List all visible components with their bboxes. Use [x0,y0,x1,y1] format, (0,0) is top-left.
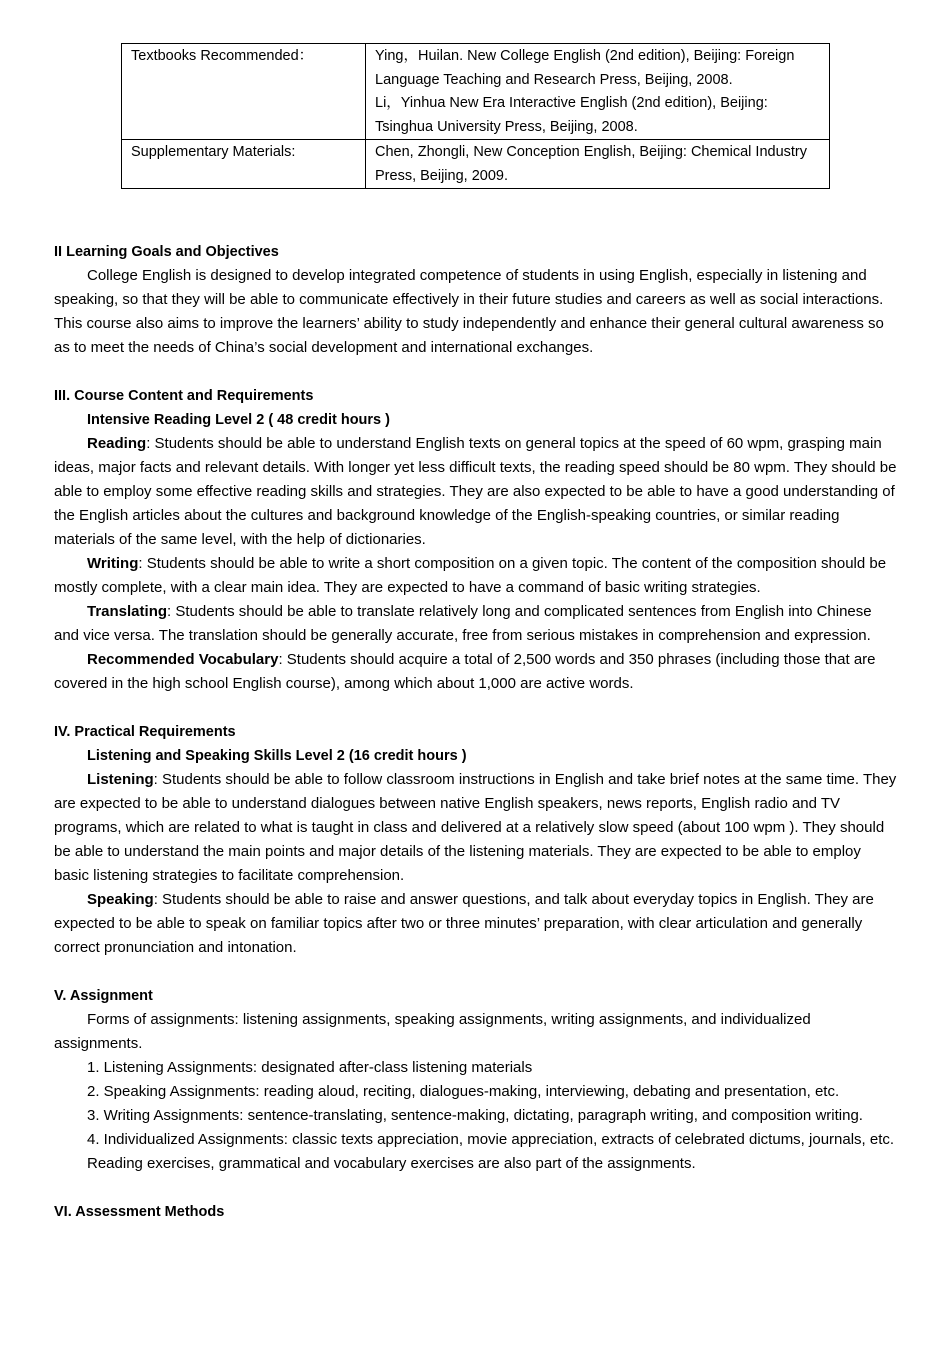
section-title-assignment: V. Assignment [54,988,153,1004]
reading-paragraph [54,432,899,552]
section-title-content: III. Course Content and Requirements [54,388,314,404]
textbook-entry: Ying，Huilan. New College English (2nd edition), Beijing: Foreign Language Teaching and Research Press, Beijing, 2008. [375,48,795,88]
section-title-goals: II Learning Goals and Objectives [54,244,279,260]
assignment-closing: Reading exercises, grammatical and vocabulary exercises are also part of the assignments. [87,1155,696,1172]
materials-table [121,43,830,189]
table-row [122,140,830,189]
writing-label: Writing [87,555,139,572]
section-title-assessment: VI. Assessment Methods [54,1204,225,1220]
listening-label: Listening [87,771,154,788]
listening-text: : Students should be able to follow classroom instructions in English and take brief notes at the same time. They are expected to be able to understand dialogues between native English speakers, news reports, English radio and TV programs, which are related to what is taught in class and delivered at a relatively slow speed (about 100 wpm ). They should be able to understand the main points and major details of the listening materials. They are expected to be able to employ basic listening strategies to facilitate comprehension. [54,771,897,884]
goals-paragraph: College English is designed to develop integrated competence of students in using English, especially in listening and speaking, so that they will be able to communicate effectively in their future studies and careers as well as social interactions. This course also aims to improve the learners’ ability to study independently and enhance their general cultural awareness so as to meet the needs of China’s social development and international exchanges. [54,267,884,356]
writing-paragraph [54,552,899,600]
speaking-text: : Students should be able to raise and answer questions, and talk about everyday topics in English. They are expected to be able to speak on familiar topics after two or three minutes’ preparation, with clear articulation and generally correct pronunciation and intonation. [54,891,874,956]
translating-paragraph [54,600,899,648]
textbooks-label: Textbooks Recommended： [122,44,366,140]
vocabulary-paragraph [54,648,899,696]
subsection-title-listening-level: Listening and Speaking Skills Level 2 (16 credit hours ) [87,748,467,764]
supplementary-value: Chen, Zhongli, New Conception English, Beijing: Chemical Industry Press, Beijing, 2009. [366,140,830,189]
translating-label: Translating [87,603,168,620]
document-body [54,240,899,1224]
list-item: 4. Individualized Assignments: classic texts appreciation, movie appreciation, extracts of celebrated dictums, journals, etc. [87,1131,895,1148]
list-item: 3. Writing Assignments: sentence-translating, sentence-making, dictating, paragraph writing, and composition writing. [87,1107,863,1124]
assignment-intro: Forms of assignments: listening assignments, speaking assignments, writing assignments, and individualized assignments. [54,1011,811,1052]
section-title-practical: IV. Practical Requirements [54,724,236,740]
supplementary-label: Supplementary Materials: [122,140,366,189]
table-row [122,44,830,140]
reading-text: : Students should be able to understand English texts on general topics at the speed of 60 wpm, grasping main ideas, major facts and relevant details. With longer yet less difficult texts, the reading speed should be 80 wpm. They should be able to employ some effective reading skills and strategies. They are also expected to be able to have a good understanding of the English articles about the cultures and background knowledge of the English-speaking countries, or similar reading materials of the same level, with the help of dictionaries. [54,435,897,548]
textbook-entry: Li，Yinhua New Era Interactive English (2nd edition), Beijing: Tsinghua University Press, Beijing, 2008. [375,95,768,135]
vocabulary-text: : Students should acquire a total of 2,500 words and 350 phrases (including those that are covered in the high school English course), among which about 1,000 are active words. [54,651,876,692]
list-item: 2. Speaking Assignments: reading aloud, reciting, dialogues-making, interviewing, debating and presentation, etc. [87,1083,840,1100]
reading-label: Reading [87,435,147,452]
speaking-label: Speaking [87,891,154,908]
textbooks-value [366,44,830,140]
vocabulary-label: Recommended Vocabulary [87,651,279,668]
writing-text: : Students should be able to write a short composition on a given topic. The content of the composition should be mostly complete, with a clear main idea. They are expected to have a command of basic writing strategies. [54,555,887,596]
listening-paragraph [54,768,899,888]
subsection-title-reading-level: Intensive Reading Level 2 ( 48 credit hours ) [87,412,390,428]
translating-text: : Students should be able to translate relatively long and complicated sentences from English into Chinese and vice versa. The translation should be generally accurate, free from serious mistakes in comprehension and expression. [54,603,872,644]
list-item: 1. Listening Assignments: designated after-class listening materials [87,1059,533,1076]
speaking-paragraph [54,888,899,960]
